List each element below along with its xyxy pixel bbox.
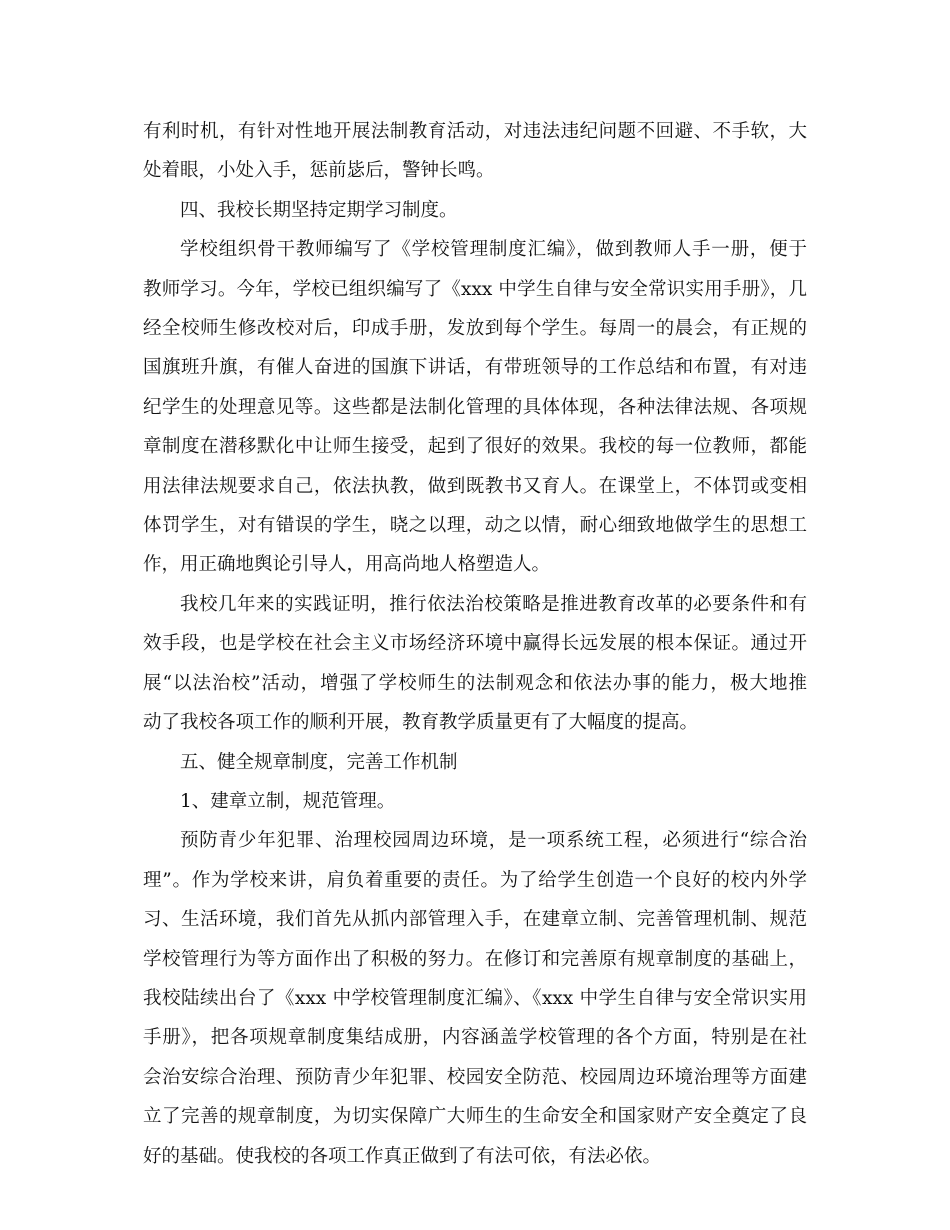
section-heading: 四、我校长期坚持定期学习制度。 — [180, 199, 458, 221]
text-line: 教师学习。今年，学校已组织编写了《xxx 中学生自律与安全常识实用手册》，几 — [143, 278, 807, 300]
text-line: 学校管理行为等方面作出了积极的努力。在修订和完善原有规章制度的基础上， — [143, 948, 807, 970]
text-line: 作，用正确地舆论引导人，用高尚地人格塑造人。 — [143, 554, 551, 576]
text-line: 我校几年来的实践证明，推行依法治校策略是推进教育改革的必要条件和有 — [180, 593, 807, 615]
text-line: 学校组织骨干教师编写了《学校管理制度汇编》，做到教师人手一册，便于 — [180, 239, 807, 261]
text-line: 立了完善的规章制度，为切实保障广大师生的生命安全和国家财产安全奠定了良 — [143, 1106, 807, 1128]
paragraph-p5 — [143, 743, 807, 782]
section-heading: 五、健全规章制度，完善工作机制 — [180, 751, 458, 773]
text-line: 我校陆续出台了《xxx 中学校管理制度汇编》、《xxx 中学生自律与安全常识实用 — [143, 987, 807, 1009]
paragraph-p1 — [143, 112, 807, 191]
text-line: 展“以法治校”活动，增强了学校师生的法制观念和依法办事的能力，极大地推 — [143, 672, 807, 694]
text-line: 会治安综合治理、预防青少年犯罪、校园安全防范、校园周边环境治理等方面建 — [143, 1066, 807, 1088]
text-line: 手册》，把各项规章制度集结成册，内容涵盖学校管理的各个方面，特别是在社 — [143, 1027, 807, 1049]
paragraph-p7 — [143, 821, 807, 1176]
text-line: 好的基础。使我校的各项工作真正做到了有法可依，有法必依。 — [143, 1145, 662, 1167]
text-line: 习、生活环境，我们首先从抓内部管理入手，在建章立制、完善管理机制、规范 — [143, 909, 807, 931]
text-line: 处着眼，小处入手，惩前毖后，警钟长鸣。 — [143, 160, 495, 182]
text-line: 预防青少年犯罪、治理校园周边环境，是一项系统工程，必须进行“综合治 — [180, 830, 807, 852]
text-line: 有利时机，有针对性地开展法制教育活动，对违法违纪问题不回避、不手软，大 — [143, 121, 807, 142]
paragraph-p6 — [143, 782, 807, 821]
paragraph-p3 — [143, 230, 807, 585]
text-line: 理”。作为学校来讲，肩负着重要的责任。为了给学生创造一个良好的校内外学 — [143, 869, 807, 891]
paragraph-p2 — [143, 191, 807, 230]
text-line: 国旗班升旗，有催人奋进的国旗下讲话，有带班领导的工作总结和布置，有对违 — [143, 357, 807, 379]
subsection-heading: 1、建章立制，规范管理。 — [180, 790, 396, 812]
document-body — [143, 112, 807, 1176]
text-line: 纪学生的处理意见等。这些都是法制化管理的具体体现，各种法律法规、各项规 — [143, 396, 807, 418]
text-line: 经全校师生修改校对后，印成手册，发放到每个学生。每周一的晨会，有正规的 — [143, 318, 807, 340]
text-line: 动了我校各项工作的顺利开展，教育教学质量更有了大幅度的提高。 — [143, 712, 699, 734]
paragraph-p4 — [143, 585, 807, 743]
text-line: 效手段，也是学校在社会主义市场经济环境中赢得长远发展的根本保证。通过开 — [143, 633, 807, 655]
text-line: 体罚学生，对有错误的学生，晓之以理，动之以情，耐心细致地做学生的思想工 — [143, 515, 807, 537]
text-line: 章制度在潜移默化中让师生接受，起到了很好的效果。我校的每一位教师，都能 — [143, 436, 807, 458]
text-line: 用法律法规要求自己，依法执教，做到既教书又育人。在课堂上，不体罚或变相 — [143, 475, 807, 497]
